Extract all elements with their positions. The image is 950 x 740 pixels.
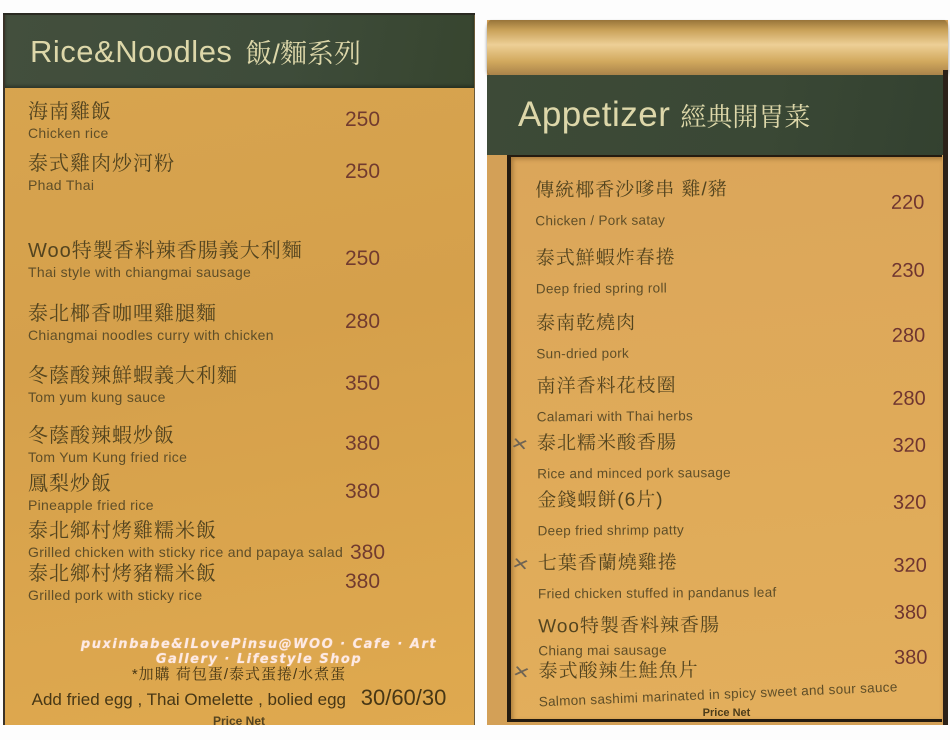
menu-item-name-zh: 泰式酸辣生鮭魚片	[538, 660, 699, 683]
left-menu-footnote	[3, 663, 475, 728]
menu-item-name-zh: 七葉香蘭燒雞捲	[537, 552, 678, 575]
menu-item-price: 320	[892, 434, 927, 457]
left-menu-item-list	[28, 100, 457, 623]
menu-item-row	[28, 519, 457, 562]
menu-item-price: 380	[350, 541, 386, 564]
menu-item-price: 220	[890, 191, 925, 214]
menu-item-row	[536, 309, 929, 363]
menu-item-name-en: Calamari with Thai herbs	[536, 408, 694, 425]
menu-item-price: 280	[892, 387, 926, 410]
pencil-cross-mark: ✕	[510, 662, 532, 684]
footnote-zh: *加購 荷包蛋/泰式蛋捲/水煮蛋	[131, 666, 347, 683]
menu-item-price: 380	[345, 570, 381, 593]
menu-item-row	[535, 176, 928, 230]
photographer-watermark: puxinbabe&ILovePinsu@WOO · Cafe · Art Gallery · Lifestyle Shop	[80, 637, 438, 667]
menu-item-row	[536, 372, 929, 426]
menu-item-price: 250	[345, 247, 381, 270]
menu-item-row	[508, 429, 930, 483]
menu-item-price: 380	[345, 432, 381, 455]
menu-item-price: 320	[893, 554, 927, 577]
menu-item-name-zh: 泰式鮮蝦炸春捲	[535, 247, 676, 270]
menu-item-row	[28, 364, 457, 407]
menu-item-name-en: Chiangmai noodles curry with chicken	[28, 327, 274, 343]
menu-item-name-en: Pineapple fried rice	[28, 497, 154, 513]
menu-item-name-en: Tom Yum Kung fried rice	[28, 449, 188, 465]
footnote-price: 30/60/30	[360, 685, 447, 710]
menu-item-row	[28, 100, 457, 143]
menu-item-name-zh: 金錢蝦餅(6片)	[537, 489, 664, 512]
flipchart-paper-roll	[487, 20, 948, 75]
menu-item-name-zh: 傳統椰香沙嗲串 雞/豬	[535, 179, 728, 202]
menu-item-price: 350	[345, 372, 381, 395]
menu-item-name-zh: 泰北椰香咖哩雞腿麵	[28, 303, 217, 325]
menu-item-row	[28, 302, 457, 345]
menu-item-price: 280	[345, 310, 381, 333]
menu-item-price: 380	[893, 601, 928, 624]
menu-item-name-en: Salmon sashimi marinated in spicy sweet and sour sauce	[538, 679, 898, 710]
right-menu-header-banner	[487, 75, 948, 155]
menu-item-price: 280	[891, 324, 926, 347]
menu-item-name-zh: Woo特製香料辣香腸	[538, 615, 721, 638]
menu-item-name-en: Grilled chicken with sticky rice and papaya salad	[28, 544, 344, 560]
menu-item-row	[509, 549, 931, 603]
menu-item-price: 230	[891, 259, 925, 282]
menu-item-row	[537, 486, 930, 540]
footnote-en-text: Add fried egg , Thai Omelette , bolied egg	[31, 690, 346, 709]
menu-item-row	[538, 601, 931, 660]
right-menu-item-list	[508, 176, 932, 723]
left-menu-title-en: Rice&Noodles	[30, 33, 233, 69]
menu-item-name-zh: 冬蔭酸辣蝦炒飯	[28, 425, 175, 447]
menu-item-row	[28, 424, 457, 467]
menu-item-name-en: Deep fried shrimp patty	[537, 522, 685, 539]
menu-item-name-zh: 泰北鄉村烤豬糯米飯	[28, 563, 217, 585]
menu-item-name-en: Tom yum kung sauce	[28, 389, 166, 405]
menu-item-name-zh: 冬蔭酸辣鮮蝦義大利麵	[28, 365, 238, 387]
footnote-en	[3, 685, 475, 711]
menu-item-row	[536, 244, 929, 298]
right-menu-title-zh: 經典開胃菜	[680, 101, 811, 132]
price-net-label: Price Net	[702, 707, 751, 719]
pencil-cross-mark: ✕	[508, 434, 531, 456]
menu-item-name-zh: 泰南乾燒肉	[536, 312, 637, 335]
right-menu-inner-sheet	[507, 155, 942, 722]
menu-item-name-en: Rice and minced pork sausage	[537, 465, 731, 482]
menu-item-name-en: Chicken rice	[28, 125, 109, 141]
menu-item-name-en: Thai style with chiangmai sausage	[28, 264, 252, 280]
menu-item-price: 380	[894, 646, 928, 669]
menu-item-name-en: Grilled pork with sticky rice	[28, 587, 203, 603]
menu-item-row	[28, 472, 457, 515]
menu-item-price: 380	[345, 480, 381, 503]
menu-item-name-zh: 泰北鄉村烤雞糯米飯	[28, 520, 217, 542]
menu-item-price: 320	[892, 491, 927, 514]
menu-item-name-zh: 海南雞飯	[28, 101, 112, 123]
menu-item-name-en: Sun-dried pork	[536, 345, 630, 362]
price-net-label: Price Net	[212, 714, 266, 728]
menu-item-name-zh: 泰北糯米酸香腸	[536, 432, 678, 455]
menu-item-name-en: Chiang mai sausage	[538, 642, 667, 659]
menu-item-row	[28, 239, 457, 282]
menu-item-price: 250	[345, 108, 381, 131]
menu-item-name-en: Deep fried spring roll	[535, 280, 668, 297]
right-menu-title-en: Appetizer	[518, 95, 671, 134]
menu-item-price: 250	[345, 160, 381, 183]
menu-item-name-zh: 鳳梨炒飯	[28, 473, 112, 495]
left-menu-page	[3, 13, 475, 728]
menu-item-row	[28, 152, 457, 195]
right-menu-page	[487, 20, 948, 725]
menu-item-row	[28, 562, 457, 605]
left-menu-header-banner	[5, 15, 474, 88]
menu-item-name-zh: 南洋香料花枝圈	[536, 375, 677, 398]
pencil-cross-mark: ✕	[509, 554, 531, 576]
menu-item-name-zh: 泰式雞肉炒河粉	[28, 153, 175, 175]
menu-item-name-en: Phad Thai	[28, 177, 95, 193]
menu-item-name-en: Fried chicken stuffed in pandanus leaf	[537, 584, 777, 602]
menu-item-name-zh: Woo特製香料辣香腸義大利麵	[28, 240, 303, 262]
left-menu-title-zh: 飯/麵系列	[245, 39, 361, 69]
menu-item-name-en: Chicken / Pork satay	[535, 212, 666, 229]
